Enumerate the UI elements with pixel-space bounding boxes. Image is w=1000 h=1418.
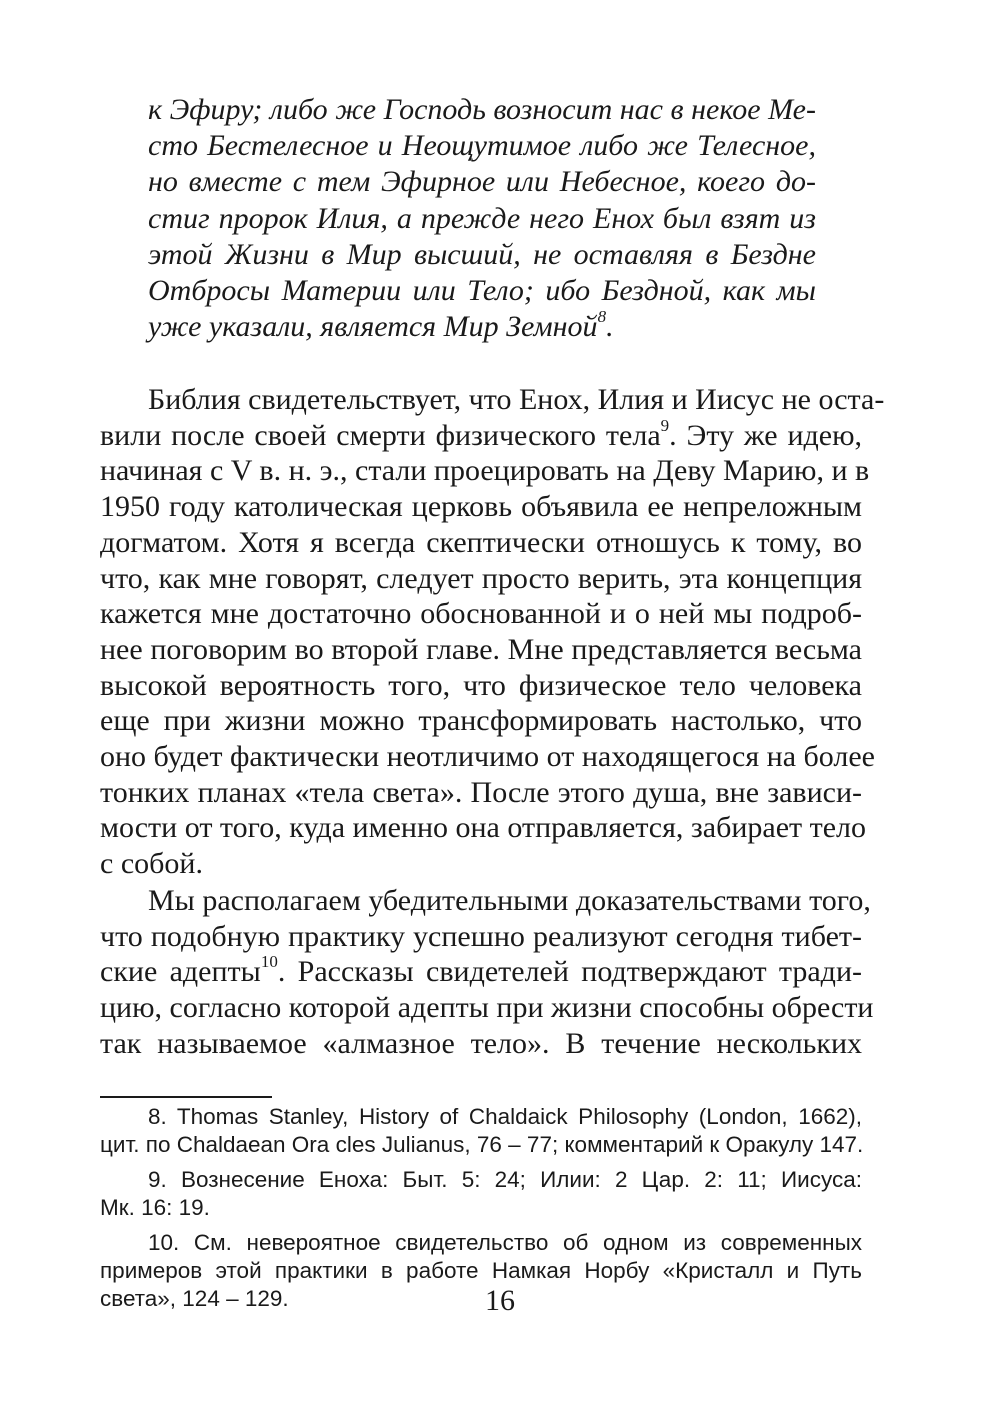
- text-line: Библия свидетельствует, что Енох, Илия и Иисус не оста-: [148, 383, 885, 416]
- footnote-separator: [100, 1096, 272, 1098]
- text-line-part: . Эту же идею,: [669, 418, 862, 452]
- footnote-9: [100, 1166, 862, 1222]
- text-line: так называемое «алмазное тело». В течение нескольких: [100, 1026, 862, 1060]
- text-line: 1950 году католическая церковь объявила ее непреложным: [100, 490, 862, 524]
- paragraph: [100, 883, 874, 1062]
- quote-line: сто Бестелесное и Неощутимое либо же Телесное,: [148, 129, 816, 163]
- quote-line: но вместе с тем Эфирное или Небесное, коего до-: [148, 165, 816, 199]
- text-line: догматом. Хотя я всегда скептически отношусь к тому, во: [100, 525, 862, 559]
- footnote-line: 9. Вознесение Еноха: Быт. 5: 24; Илии: 2 Цар. 2: 11; Иисуса:: [148, 1167, 862, 1192]
- text-line: начиная с V в. н. э., стали проецировать на Деву Марию, и в: [100, 454, 870, 488]
- block-quote: [148, 92, 816, 345]
- text-line: Мы располагаем убедительными доказательствами того,: [148, 884, 871, 917]
- paragraph: [100, 382, 885, 882]
- text-line: оно будет фактически неотличимо от находящегося на более: [100, 740, 875, 774]
- footnote-line: Мк. 16: 19.: [100, 1195, 210, 1220]
- text-line: нее поговорим во второй главе. Мне представляется весьма: [100, 632, 862, 666]
- quote-line-text: уже указали, является Мир Земной: [148, 310, 598, 344]
- text-line: [100, 415, 862, 454]
- quote-end: .: [606, 310, 614, 344]
- text-line-part: ские адепты: [100, 955, 261, 989]
- footnote-line: 10. См. невероятное свидетельство об одном из современных: [148, 1230, 862, 1255]
- quote-line: [148, 309, 816, 345]
- footnote-ref: 10: [260, 952, 278, 972]
- footnote-8: [100, 1103, 862, 1159]
- footnote-line: примеров этой практики в работе Намкая Норбу «Кристалл и Путь: [100, 1258, 862, 1283]
- text-line-part: . Рассказы свидетелей подтверждают тради-: [277, 955, 862, 989]
- footnote-line: цит. по Chaldaean Ora cles Julianus, 76 – 77; комментарий к Оракулу 147.: [100, 1132, 864, 1157]
- text-line: еще при жизни можно трансформировать настолько, что: [100, 704, 862, 738]
- quote-line: к Эфиру; либо же Господь возносит нас в некое Ме-: [148, 93, 816, 126]
- text-line: [100, 954, 862, 990]
- quote-line: стиг пророк Илия, а прежде него Енох был взят из: [148, 201, 816, 235]
- text-line: что, как мне говорят, следует просто верить, эта концепция: [100, 561, 862, 595]
- text-line: тонких планах «тела света». После этого душа, вне зависи-: [100, 775, 862, 809]
- text-line: кажется мне достаточно обоснованной и о ней мы подроб-: [100, 597, 862, 631]
- footnote-ref: 9: [660, 415, 670, 435]
- footnote-line: 8. Thomas Stanley, History of Chaldaick Philosophy (London, 1662),: [148, 1104, 862, 1129]
- quote-line: Отбросы Материи или Тело; ибо Бездной, как мы: [148, 274, 816, 308]
- text-line-part: вили после своей смерти физического тела: [100, 418, 661, 452]
- footnote-ref: 8: [597, 307, 607, 327]
- text-line: мости от того, куда именно она отправляется, забирает тело: [100, 811, 867, 845]
- page-number: 16: [485, 1284, 515, 1317]
- footnote-line: света», 124 – 129.: [100, 1286, 289, 1311]
- text-line: что подобную практику успешно реализуют сегодня тибет-: [100, 919, 862, 953]
- text-line: цию, согласно которой адепты при жизни способны обрести: [100, 991, 874, 1025]
- text-line: высокой вероятность того, что физическое тело человека: [100, 668, 862, 702]
- quote-line: этой Жизни в Мир высший, не оставляя в Бездне: [148, 237, 816, 271]
- text-line: с собой.: [100, 847, 203, 881]
